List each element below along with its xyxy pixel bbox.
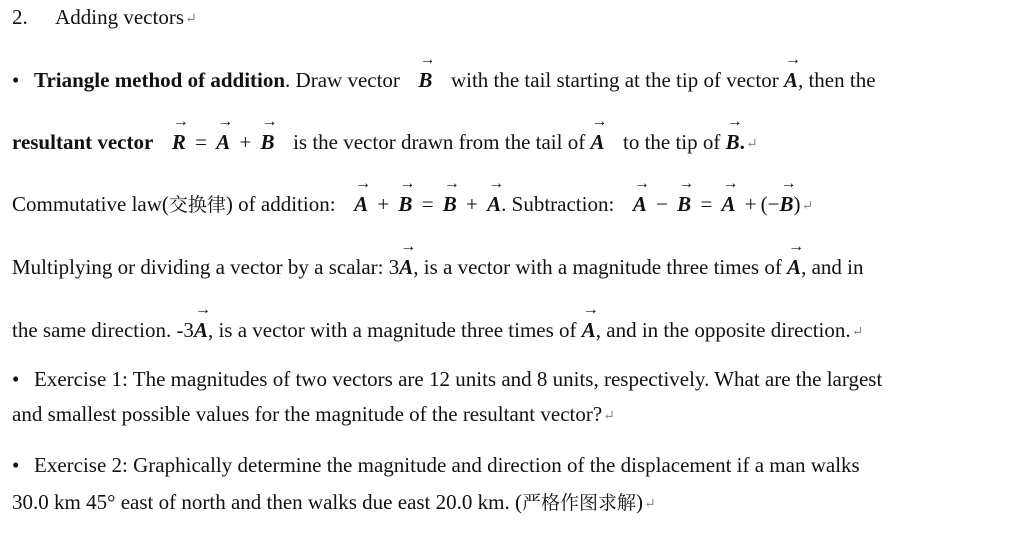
return-mark-icon: ↵ (851, 325, 864, 340)
section-number: 2. (12, 5, 28, 29)
bullet-icon: • (12, 453, 20, 477)
return-mark-icon: ↵ (643, 497, 656, 512)
open-paren-minus: (− (760, 192, 780, 216)
text: the same direction. -3 (12, 318, 194, 342)
vector-A: → A (354, 175, 372, 216)
triangle-method-term: Triangle method of addition (34, 68, 286, 92)
return-mark-icon: ↵ (745, 137, 758, 152)
text: , is a vector with a magnitude three times of (207, 318, 577, 342)
vector-B: → B (418, 51, 436, 92)
text: is the vector drawn from the tail of (293, 130, 586, 154)
text: Multiplying or dividing a vector by a scalar: 3 (12, 255, 400, 279)
vector-B: → B (779, 175, 797, 216)
vector-R: → R (171, 113, 189, 154)
text: ) of addition: (225, 192, 336, 216)
vector-B: → B (677, 175, 695, 216)
exercise-1-text: and smallest possible values for the magnitude of the resultant vector? (12, 402, 603, 426)
minus-sign: − (656, 192, 668, 216)
return-mark-icon: ↵ (603, 409, 615, 424)
equals-sign: = (700, 192, 713, 216)
period: . (739, 130, 745, 154)
cjk-text: 严格作图求解 (521, 492, 636, 514)
section-title: Adding vectors (55, 5, 184, 29)
text: , and in (801, 255, 864, 279)
vector-A: → A (721, 175, 739, 216)
vector-A: → A (632, 175, 650, 216)
vector-B: → B (442, 175, 460, 216)
exercise-2-text: Exercise 2: Graphically determine the magnitude and direction of the displacement if a man walks (34, 453, 860, 477)
bullet-icon: • (12, 367, 20, 391)
plus-sign: + (377, 192, 390, 216)
exercise-2-text: 30.0 km 45° east of north and then walks due east 20.0 km. ( (12, 490, 522, 514)
section-heading (12, 4, 197, 34)
exercise-1-line-1 (12, 366, 882, 392)
text: . Subtraction: (501, 192, 615, 216)
vector-A: → A (487, 175, 505, 216)
text: with the tail starting at the tip of vector (450, 68, 779, 92)
triangle-method-line-1 (12, 51, 876, 93)
exercise-2-line-1 (12, 452, 860, 478)
vector-A: → A (783, 51, 801, 92)
vector-A: → A (399, 238, 417, 279)
plus-sign: + (466, 192, 478, 216)
plus-sign: + (239, 130, 252, 154)
text: , and in the opposite direction. (595, 318, 851, 342)
exercise-1-line-2 (12, 401, 615, 431)
commutative-law-line (12, 175, 814, 221)
vector-B: → B (398, 175, 416, 216)
return-mark-icon: ↵ (801, 199, 814, 214)
triangle-method-line-2 (12, 113, 758, 159)
exercise-2-line-2 (12, 489, 656, 519)
cjk-text: 交换律 (168, 194, 226, 216)
text: to the tip of (622, 130, 721, 154)
scalar-multiply-line-2 (12, 301, 864, 347)
bullet-icon: • (12, 68, 20, 92)
equals-sign: = (195, 130, 207, 154)
vector-A: → A (193, 301, 211, 342)
vector-B: → B (725, 113, 743, 154)
text: Commutative law( (12, 192, 169, 216)
vector-B: → B (260, 113, 278, 154)
text: . Draw vector (285, 68, 400, 92)
vector-A: → A (216, 113, 234, 154)
text: ) (635, 490, 643, 514)
close-paren: ) (793, 192, 801, 216)
return-mark-icon: ↵ (185, 12, 197, 27)
equals-sign: = (421, 192, 434, 216)
vector-A: → A (581, 301, 599, 342)
scalar-multiply-line-1 (12, 238, 864, 280)
vector-A: → A (590, 113, 608, 154)
vector-A: → A (787, 238, 805, 279)
text: , is a vector with a magnitude three times of (413, 255, 782, 279)
plus-sign: + (744, 192, 757, 216)
resultant-vector-term: resultant vector (12, 130, 154, 154)
exercise-1-text: Exercise 1: The magnitudes of two vectors are 12 units and 8 units, respectively. What are the largest (34, 367, 883, 391)
text: , then the (797, 68, 876, 92)
